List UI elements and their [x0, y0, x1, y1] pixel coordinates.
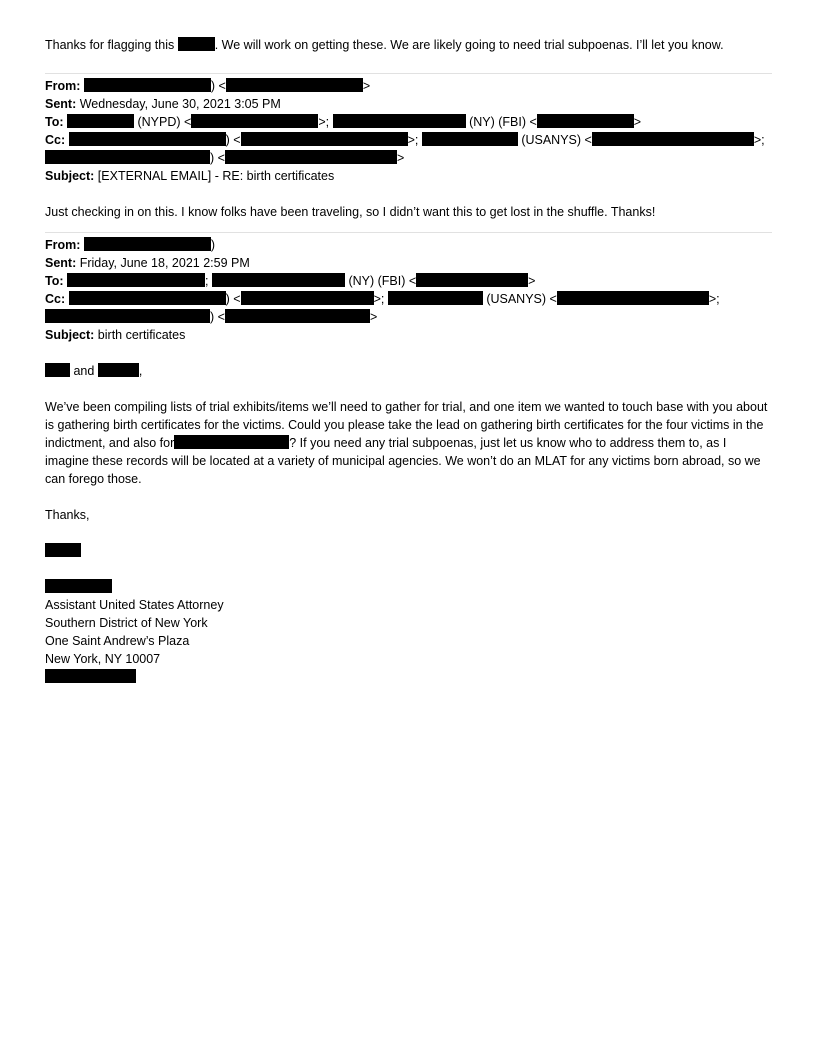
cc-line: Cc: ) < >; (USANYS) < >;	[45, 133, 765, 147]
redaction-box	[67, 273, 205, 287]
signature-title: Assistant United States Attorney	[45, 598, 224, 612]
signature-address-2: New York, NY 10007	[45, 652, 161, 666]
redaction-box	[45, 363, 70, 377]
redaction-box	[226, 78, 363, 92]
redaction-box	[388, 291, 483, 305]
redaction-box	[241, 291, 374, 305]
redaction-box	[98, 363, 139, 377]
redaction-box	[592, 132, 754, 146]
redaction-box	[333, 114, 466, 128]
redaction-box	[84, 78, 211, 92]
redaction-box	[45, 309, 210, 323]
signature-phone	[45, 668, 772, 686]
redaction-box	[416, 273, 528, 287]
email-body-2: We’ve been compiling lists of trial exhibits/items we’ll need to gather for trial, and one item we wanted to touch base with you about is gathering birth certificates for the victims. Could you please take the lead on gathering birth certificates for the four victims in the indictment, and also for ? If you need any trial subpoenas, just let us know who to address them to, as I imagine these records will be located at a variety of municipal agencies. We won’t do an MLAT for any victims born abroad, so we can forego those.	[45, 400, 768, 486]
redaction-box	[225, 309, 370, 323]
redaction-box	[45, 669, 136, 683]
redaction-box	[241, 132, 408, 146]
subject-line: Subject: birth certificates	[45, 328, 186, 342]
redaction-box	[225, 150, 397, 164]
redaction-box	[174, 435, 289, 449]
sent-line: Sent: Friday, June 18, 2021 2:59 PM	[45, 256, 250, 270]
to-line: To: (NYPD) < >; (NY) (FBI) < >	[45, 115, 642, 129]
to-line: To: ; (NY) (FBI) < >	[45, 274, 536, 288]
redaction-box	[69, 291, 226, 305]
redaction-box	[67, 114, 134, 128]
redaction-box	[557, 291, 709, 305]
cc-line-continued: ) < >	[45, 149, 772, 167]
email-body-1: Just checking in on this. I know folks have been traveling, so I didn’t want this to get lost in the shuffle. Thanks!	[45, 205, 656, 219]
email-header-1	[45, 77, 772, 185]
redaction-box	[178, 37, 215, 51]
redaction-box	[422, 132, 518, 146]
redaction-box	[84, 237, 211, 251]
redaction-box	[45, 543, 81, 557]
signature-office: Southern District of New York	[45, 616, 208, 630]
redaction-box	[69, 132, 226, 146]
redaction-box	[45, 150, 210, 164]
redaction-box	[212, 273, 345, 287]
header-separator	[45, 232, 772, 233]
redaction-box	[537, 114, 634, 128]
redaction-box	[45, 579, 112, 593]
sent-line: Sent: Wednesday, June 30, 2021 3:05 PM	[45, 97, 281, 111]
email-header-2	[45, 236, 772, 344]
from-line: From: ) < >	[45, 79, 371, 93]
signature-block	[45, 578, 772, 686]
sender-name	[45, 578, 772, 596]
email-document	[45, 36, 772, 686]
greeting: and ,	[45, 362, 772, 380]
closing: Thanks,	[45, 508, 90, 522]
cc-line: Cc: ) < >; (USANYS) < >;	[45, 292, 720, 306]
sender-initials	[45, 542, 772, 560]
redaction-box	[191, 114, 318, 128]
from-line: From: )	[45, 238, 216, 252]
top-reply: Thanks for flagging this . We will work on getting these. We are likely going to need trial subpoenas. I’ll let you know.	[45, 38, 724, 52]
header-separator	[45, 73, 772, 74]
signature-address-1: One Saint Andrew’s Plaza	[45, 634, 190, 648]
subject-line: Subject: [EXTERNAL EMAIL] - RE: birth certificates	[45, 169, 335, 183]
cc-line-continued: ) < >	[45, 308, 772, 326]
